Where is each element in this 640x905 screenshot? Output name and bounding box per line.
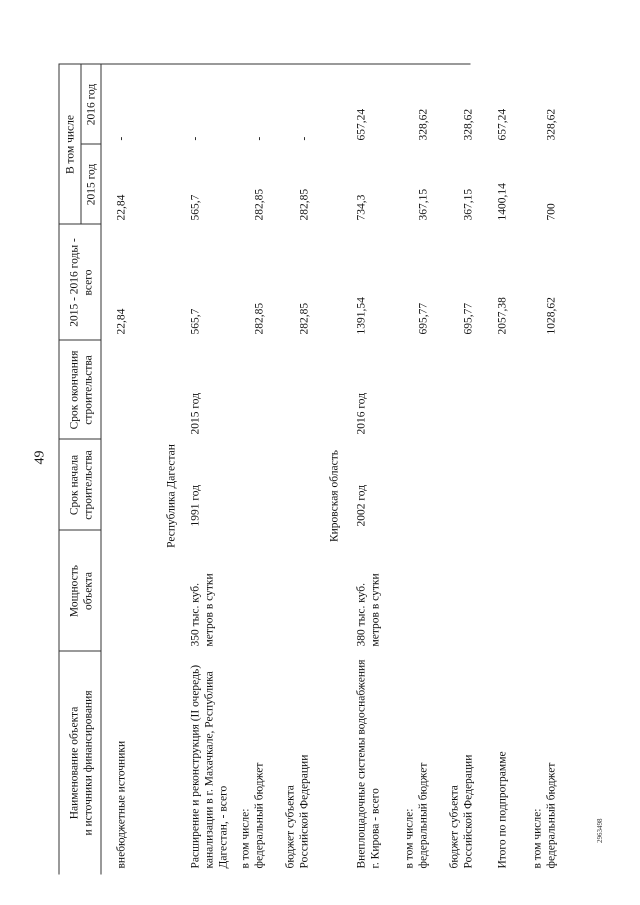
row-2015: 282,85 [253, 188, 266, 221]
header-cell-text: Срок окончания [68, 350, 81, 430]
row-2016: 328,62 [417, 108, 430, 141]
row-name: Внеплощадочные системы водоснабжения [355, 659, 368, 869]
row-2016: 657,24 [355, 108, 368, 141]
section-heading: Кировская область [328, 450, 341, 543]
header-group-label: В том числе [64, 115, 77, 174]
row-2016: 328,62 [545, 108, 558, 141]
row-total: 695,77 [417, 302, 430, 335]
row-name: бюджет субъекта [448, 785, 461, 869]
row-2015: 700 [545, 203, 558, 221]
row-name: в том числе: [531, 808, 544, 869]
group-header-divider [81, 65, 82, 225]
row-name: г. Кирова - всего [369, 788, 382, 869]
header-cell-text: 2016 год [85, 83, 98, 126]
row-name: в том числе: [239, 808, 252, 869]
header-cell-text: объекта [82, 571, 95, 611]
header-cell-text: Мощность [68, 564, 81, 618]
column-divider [59, 64, 471, 65]
row-total: 1391,54 [355, 297, 368, 335]
page-number: 49 [32, 450, 48, 465]
row-capacity: 350 тыс. куб. [189, 583, 202, 647]
row-2015: 734,3 [355, 194, 368, 221]
row-total: 1028,62 [545, 297, 558, 335]
row-2015: 367,15 [417, 188, 430, 221]
row-2015: 22,84 [115, 194, 128, 221]
row-total: 565,7 [189, 308, 202, 335]
row-capacity: метров в сутки [203, 573, 216, 647]
row-total: 2057,38 [496, 297, 509, 335]
header-cell-text: строительства [82, 355, 95, 425]
header-cell-text: и источники финансирования [82, 690, 95, 836]
row-name: канализации в г. Махачкале, Республика [203, 671, 216, 869]
row-2015: 565,7 [189, 194, 202, 221]
row-total: 282,85 [253, 302, 266, 335]
row-name: Расширение и реконструкция (II очередь) [189, 664, 202, 869]
row-2016: 328,62 [462, 108, 475, 141]
header-cell-text: всего [82, 269, 95, 296]
header-cell-text: 2015 - 2016 годы - [68, 238, 81, 327]
row-end-year: 2016 год [355, 392, 368, 435]
row-2016: 657,24 [496, 108, 509, 141]
row-start-year: 1991 год [189, 484, 202, 527]
section-heading: Республика Дагестан [165, 444, 178, 548]
row-2016: - [115, 136, 128, 141]
rotated-content [1, 0, 640, 905]
row-name: Итого по подпрограмме [496, 751, 509, 869]
row-name: бюджет субъекта [284, 785, 297, 869]
row-name: в том числе: [403, 808, 416, 869]
row-total: 22,84 [115, 308, 128, 335]
header-cell-text: 2015 год [85, 163, 98, 206]
header-cell-text: Срок начала [68, 454, 81, 516]
row-name: внебюджетные источники [115, 740, 128, 869]
row-capacity: 380 тыс. куб. [355, 583, 368, 647]
document-stamp: 2963498 [596, 818, 604, 843]
row-2016: - [253, 136, 266, 141]
row-name: федеральный бюджет [545, 762, 558, 869]
row-2015: 1400,14 [496, 183, 509, 221]
row-2016: - [298, 136, 311, 141]
row-total: 282,85 [298, 302, 311, 335]
row-start-year: 2002 год [355, 484, 368, 527]
header-bottom-border [101, 65, 102, 875]
row-name: федеральный бюджет [417, 762, 430, 869]
row-total: 695,77 [462, 302, 475, 335]
row-2015: 367,15 [462, 188, 475, 221]
row-name: федеральный бюджет [253, 762, 266, 869]
header-cell-text: Наименование объекта [68, 706, 81, 820]
row-2016: - [189, 136, 202, 141]
row-end-year: 2015 год [189, 392, 202, 435]
row-capacity: метров в сутки [369, 573, 382, 647]
row-name: Российской Федерации [298, 754, 311, 869]
row-name: Российской Федерации [462, 754, 475, 869]
header-cell-text: строительства [82, 450, 95, 520]
table-top-border [59, 65, 60, 875]
row-2015: 282,85 [298, 188, 311, 221]
row-name: Дагестан, - всего [217, 785, 230, 869]
